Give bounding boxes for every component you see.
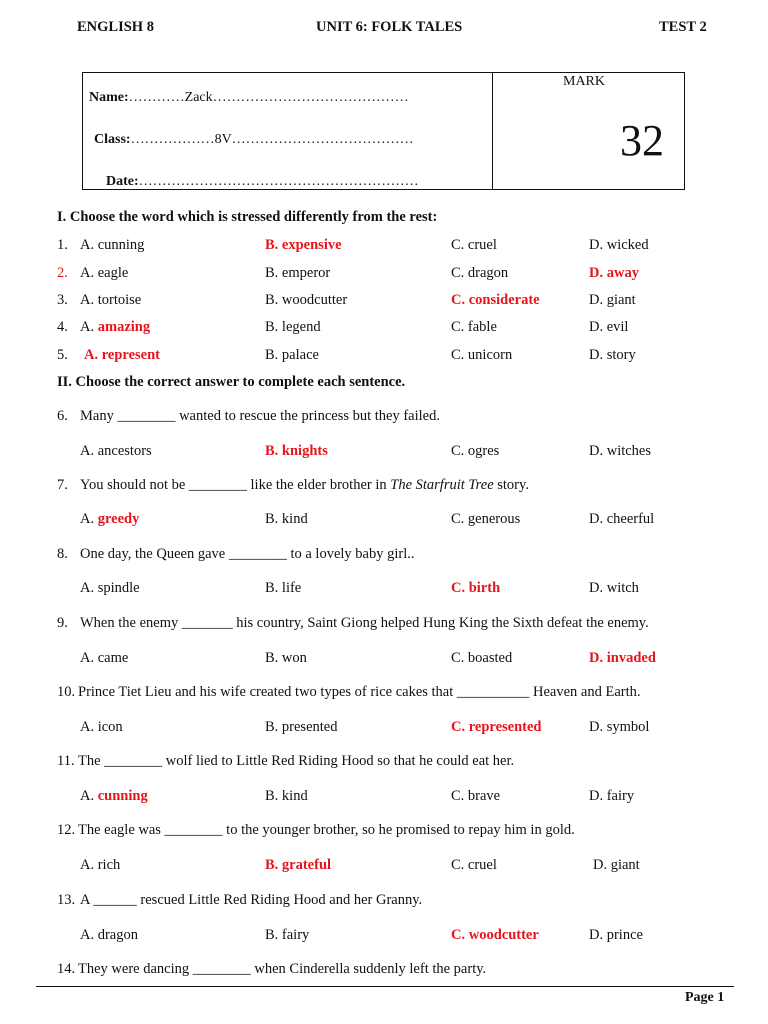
question-text: One day, the Queen gave ________ to a lovely baby girl.. xyxy=(80,546,415,562)
option-c-answer: C. birth xyxy=(451,580,501,596)
question-number: 5. xyxy=(57,347,68,363)
option-c-answer: C. woodcutter xyxy=(451,927,539,943)
question-text xyxy=(80,477,529,494)
option-a-answer: A. represent xyxy=(84,347,160,363)
option-d: D. giant xyxy=(593,857,640,873)
option-b: B. fairy xyxy=(265,927,310,943)
option-b-answer: B. grateful xyxy=(265,857,332,873)
option-b: B. palace xyxy=(265,347,319,363)
option-b: B. life xyxy=(265,580,302,596)
question-number: 2. xyxy=(57,265,68,281)
option-d: D. witch xyxy=(589,580,639,596)
option-b: B. legend xyxy=(265,319,321,335)
option-c: C. dragon xyxy=(451,265,509,281)
option-c: C. boasted xyxy=(451,650,513,666)
option-b: B. kind xyxy=(265,511,308,527)
box-divider xyxy=(492,73,493,189)
option-b-answer: B. knights xyxy=(265,443,328,459)
question-number: 9. xyxy=(57,615,68,631)
answer-word: greedy xyxy=(97,511,140,527)
option-b: B. won xyxy=(265,650,307,666)
question-text: Prince Tiet Lieu and his wife created two types of rice cakes that __________ Heaven and Earth. xyxy=(78,684,641,700)
question-number: 1. xyxy=(57,237,68,253)
class-field xyxy=(94,132,414,148)
class-label: Class: xyxy=(94,132,131,147)
option-letter: A. xyxy=(80,788,95,804)
option-c: C. generous xyxy=(451,511,521,527)
option-a: A. rich xyxy=(80,857,121,873)
option-d: D. story xyxy=(589,347,636,363)
question-number: 14. xyxy=(57,961,76,977)
name-value: …………Zack…………………………………… xyxy=(128,90,409,105)
option-a: A. came xyxy=(80,650,129,666)
option-b: B. kind xyxy=(265,788,308,804)
option-d: D. evil xyxy=(589,319,629,335)
test-label: TEST 2 xyxy=(659,19,707,35)
class-value: ………………8V………………………………… xyxy=(130,132,414,147)
question-number: 10. xyxy=(57,684,76,700)
option-a-answer xyxy=(80,788,148,805)
date-label: Date: xyxy=(106,174,139,189)
date-value: …………………………………………………… xyxy=(138,174,419,189)
option-d: D. fairy xyxy=(589,788,635,804)
option-a: A. cunning xyxy=(80,237,145,253)
unit-title: UNIT 6: FOLK TALES xyxy=(316,19,463,35)
question-text: The eagle was ________ to the younger brother, so he promised to repay him in gold. xyxy=(78,822,575,838)
question-number: 13. xyxy=(57,892,76,908)
mark-label: MARK xyxy=(563,74,606,89)
option-d: D. giant xyxy=(589,292,636,308)
name-field xyxy=(89,90,409,106)
option-a: A. eagle xyxy=(80,265,129,281)
option-b-answer: B. expensive xyxy=(265,237,342,253)
name-label: Name: xyxy=(89,90,129,105)
option-a: A. dragon xyxy=(80,927,138,943)
option-b: B. emperor xyxy=(265,265,331,281)
option-c-answer: C. considerate xyxy=(451,292,540,308)
option-b: B. woodcutter xyxy=(265,292,348,308)
page-number: Page 1 xyxy=(685,990,725,1005)
option-d: D. symbol xyxy=(589,719,650,735)
answer-word: cunning xyxy=(97,788,148,804)
option-c: C. cruel xyxy=(451,857,497,873)
option-b: B. presented xyxy=(265,719,338,735)
option-letter: A. xyxy=(80,319,95,335)
option-letter: A. xyxy=(80,511,95,527)
question-number: 3. xyxy=(57,292,68,308)
question-number: 8. xyxy=(57,546,68,562)
footer-divider xyxy=(36,986,734,987)
answer-word: amazing xyxy=(97,319,151,335)
option-c: C. unicorn xyxy=(451,347,513,363)
question-text: When the enemy _______ his country, Saint Giong helped Hung King the Sixth defeat the enemy. xyxy=(80,615,649,631)
option-a-answer xyxy=(80,319,150,336)
option-d-answer: D. away xyxy=(589,265,639,281)
section-2-title: II. Choose the correct answer to complete each sentence. xyxy=(57,374,406,390)
question-number: 7. xyxy=(57,477,68,493)
option-a: A. icon xyxy=(80,719,123,735)
option-d: D. wicked xyxy=(589,237,649,253)
question-text: They were dancing ________ when Cinderella suddenly left the party. xyxy=(78,961,487,977)
date-field xyxy=(106,174,419,190)
question-number: 6. xyxy=(57,408,68,424)
subject-label: ENGLISH 8 xyxy=(77,19,154,35)
option-d: D. prince xyxy=(589,927,643,943)
option-a-answer xyxy=(80,511,139,528)
section-1-title: I. Choose the word which is stressed differently from the rest: xyxy=(57,209,438,225)
story-title: The Starfruit Tree xyxy=(390,477,494,493)
question-text: Many ________ wanted to rescue the princess but they failed. xyxy=(80,408,440,424)
option-c-answer: C. represented xyxy=(451,719,542,735)
question-text-start: You should not be ________ like the elder brother in xyxy=(80,477,391,493)
question-number: 12. xyxy=(57,822,76,838)
question-number: 4. xyxy=(57,319,68,335)
option-c: C. ogres xyxy=(451,443,500,459)
option-a: A. tortoise xyxy=(80,292,142,308)
option-c: C. cruel xyxy=(451,237,497,253)
question-text: The ________ wolf lied to Little Red Riding Hood so that he could eat her. xyxy=(78,753,515,769)
option-c: C. fable xyxy=(451,319,497,335)
option-a: A. ancestors xyxy=(80,443,152,459)
mark-value: 32 xyxy=(620,116,664,165)
question-text-end: story. xyxy=(493,477,529,493)
question-number: 11. xyxy=(57,753,75,769)
option-d: D. witches xyxy=(589,443,652,459)
option-a: A. spindle xyxy=(80,580,140,596)
option-c: C. brave xyxy=(451,788,501,804)
option-d: D. cheerful xyxy=(589,511,655,527)
question-text: A ______ rescued Little Red Riding Hood and her Granny. xyxy=(80,892,423,908)
option-d-answer: D. invaded xyxy=(589,650,656,666)
